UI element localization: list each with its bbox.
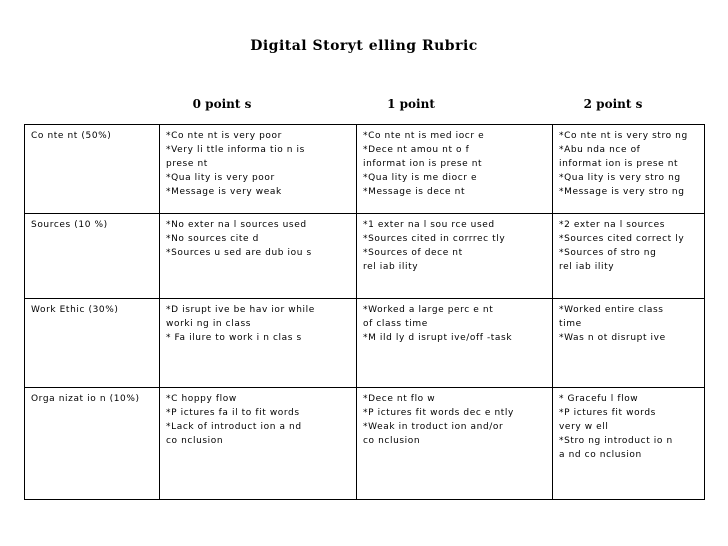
cell-line: worki ng in class xyxy=(166,319,252,329)
cell-line: *Stro ng introduct io n xyxy=(559,436,673,446)
rubric-table xyxy=(24,124,705,500)
cell-line: of class time xyxy=(363,319,428,329)
cell-line: rel iab ility xyxy=(559,262,615,272)
cell-line: *Co nte nt is med iocr e xyxy=(363,131,485,141)
cell-line: *No exter na l sources used xyxy=(166,220,307,230)
table-row-work-ethic xyxy=(25,299,705,388)
rubric-cell xyxy=(160,299,357,388)
rubric-cell xyxy=(357,299,553,388)
table-row-organization xyxy=(25,388,705,500)
cell-line: co nclusion xyxy=(363,436,421,446)
rubric-cell xyxy=(357,125,553,214)
cell-line: *Qua lity is very poor xyxy=(166,173,275,183)
cell-line: *Sources cited in corrrec tly xyxy=(363,234,506,244)
cell-line: prese nt xyxy=(166,159,208,169)
cell-line: *Abu nda nce of xyxy=(559,145,641,155)
rubric-cell xyxy=(553,388,705,500)
cell-line: *P ictures fit words dec e ntly xyxy=(363,408,514,418)
cell-line: *C hoppy flow xyxy=(166,394,237,404)
criterion-cell: Orga nizat io n (10%) xyxy=(25,388,160,500)
cell-line: *Lack of introduct ion a nd xyxy=(166,422,302,432)
page-title: Digital Storyt elling Rubric xyxy=(250,38,478,54)
cell-line: *Dece nt flo w xyxy=(363,394,436,404)
cell-line: *Message is very weak xyxy=(166,187,282,197)
rubric-cell xyxy=(160,125,357,214)
cell-line: *1 exter na l sou rce used xyxy=(363,220,495,230)
rubric-cell xyxy=(553,299,705,388)
cell-line: *No sources cite d xyxy=(166,234,259,244)
cell-line: *Qua lity is me diocr e xyxy=(363,173,478,183)
cell-line: rel iab ility xyxy=(363,262,419,272)
cell-line: *Very li ttle informa tio n is xyxy=(166,145,305,155)
criterion-cell: Sources (10 %) xyxy=(25,214,160,299)
cell-line: *Qua lity is very stro ng xyxy=(559,173,681,183)
cell-line: * Gracefu l flow xyxy=(559,394,639,404)
cell-line: *Co nte nt is very stro ng xyxy=(559,131,688,141)
column-header-2-points: 2 point s xyxy=(583,97,643,111)
column-header-0-points: 0 point s xyxy=(192,97,252,111)
rubric-cell xyxy=(357,214,553,299)
rubric-cell xyxy=(553,214,705,299)
cell-line: * Fa ilure to work i n clas s xyxy=(166,333,302,343)
cell-line: a nd co nclusion xyxy=(559,450,642,460)
cell-line: *Was n ot disrupt ive xyxy=(559,333,666,343)
table-row-sources xyxy=(25,214,705,299)
cell-line: informat ion is prese nt xyxy=(363,159,483,169)
cell-line: *Worked a large perc e nt xyxy=(363,305,494,315)
cell-line: *Sources of stro ng xyxy=(559,248,657,258)
cell-line: *Weak in troduct ion and/or xyxy=(363,422,504,432)
cell-line: *Sources u sed are dub iou s xyxy=(166,248,312,258)
cell-line: *P ictures fa il to fit words xyxy=(166,408,300,418)
cell-line: *2 exter na l sources xyxy=(559,220,666,230)
criterion-cell: Co nte nt (50%) xyxy=(25,125,160,214)
criterion-cell: Work Ethic (30%) xyxy=(25,299,160,388)
cell-line: informat ion is prese nt xyxy=(559,159,679,169)
cell-line: *Message is dece nt xyxy=(363,187,466,197)
cell-line: *Dece nt amou nt o f xyxy=(363,145,470,155)
cell-line: *Sources of dece nt xyxy=(363,248,463,258)
cell-line: time xyxy=(559,319,582,329)
cell-line: *Co nte nt is very poor xyxy=(166,131,282,141)
cell-line: very w ell xyxy=(559,422,609,432)
cell-line: *Sources cited correct ly xyxy=(559,234,685,244)
cell-line: *P ictures fit words xyxy=(559,408,656,418)
column-header-1-point: 1 point xyxy=(387,97,435,111)
cell-line: *D isrupt ive be hav ior while xyxy=(166,305,315,315)
cell-line: *M ild ly d isrupt ive/off -task xyxy=(363,333,513,343)
rubric-cell xyxy=(160,214,357,299)
cell-line: *Worked entire class xyxy=(559,305,664,315)
rubric-cell xyxy=(553,125,705,214)
cell-line: *Message is very stro ng xyxy=(559,187,685,197)
rubric-cell xyxy=(160,388,357,500)
cell-line: co nclusion xyxy=(166,436,224,446)
rubric-cell xyxy=(357,388,553,500)
table-row-content xyxy=(25,125,705,214)
